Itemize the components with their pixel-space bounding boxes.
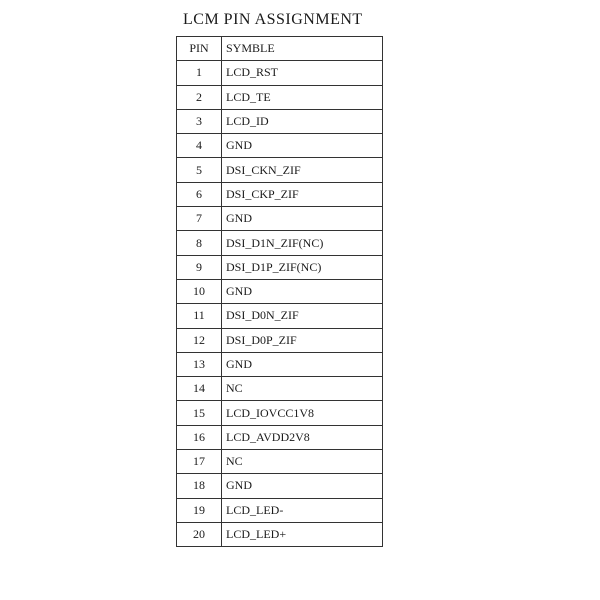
table-row: [177, 61, 383, 85]
pin-number-cell: 11: [177, 304, 222, 328]
table-row: [177, 377, 383, 401]
pin-column-header: PIN: [177, 37, 222, 61]
pin-number-cell: 13: [177, 352, 222, 376]
pin-symbol-cell: LCD_ID: [222, 109, 383, 133]
pin-symbol-cell: DSI_D0P_ZIF: [222, 328, 383, 352]
pin-number-cell: 18: [177, 474, 222, 498]
pin-number-cell: 16: [177, 425, 222, 449]
table-row: [177, 231, 383, 255]
pin-symbol-cell: GND: [222, 207, 383, 231]
pin-symbol-cell: LCD_AVDD2V8: [222, 425, 383, 449]
table-row: [177, 134, 383, 158]
pin-number-cell: 3: [177, 109, 222, 133]
table-row: [177, 328, 383, 352]
pin-number-cell: 6: [177, 182, 222, 206]
table-row: [177, 85, 383, 109]
pin-number-cell: 8: [177, 231, 222, 255]
pin-symbol-cell: DSI_CKP_ZIF: [222, 182, 383, 206]
pin-number-cell: 5: [177, 158, 222, 182]
page-title: LCM PIN ASSIGNMENT: [183, 11, 363, 28]
table-row: [177, 158, 383, 182]
pin-number-cell: 4: [177, 134, 222, 158]
pin-number-cell: 9: [177, 255, 222, 279]
table-row: [177, 474, 383, 498]
pin-number-cell: 12: [177, 328, 222, 352]
pin-number-cell: 17: [177, 450, 222, 474]
table-body: [177, 61, 383, 547]
table-row: [177, 304, 383, 328]
pin-number-cell: 15: [177, 401, 222, 425]
pin-symbol-cell: LCD_TE: [222, 85, 383, 109]
table-row: [177, 279, 383, 303]
pin-symbol-cell: DSI_D1N_ZIF(NC): [222, 231, 383, 255]
pin-symbol-cell: DSI_D1P_ZIF(NC): [222, 255, 383, 279]
symbol-column-header: SYMBLE: [222, 37, 383, 61]
pin-number-cell: 1: [177, 61, 222, 85]
table-row: [177, 182, 383, 206]
table-row: [177, 401, 383, 425]
pin-number-cell: 2: [177, 85, 222, 109]
pin-symbol-cell: LCD_RST: [222, 61, 383, 85]
pin-symbol-cell: LCD_LED-: [222, 498, 383, 522]
table-row: [177, 207, 383, 231]
table-row: [177, 109, 383, 133]
pin-number-cell: 14: [177, 377, 222, 401]
pin-symbol-cell: NC: [222, 450, 383, 474]
pin-symbol-cell: GND: [222, 134, 383, 158]
pin-symbol-cell: DSI_CKN_ZIF: [222, 158, 383, 182]
table-header-row: [177, 37, 383, 61]
table-row: [177, 425, 383, 449]
pin-number-cell: 19: [177, 498, 222, 522]
pin-assignment-table: [176, 36, 383, 547]
pin-symbol-cell: NC: [222, 377, 383, 401]
pin-symbol-cell: GND: [222, 352, 383, 376]
pin-number-cell: 7: [177, 207, 222, 231]
table-row: [177, 522, 383, 546]
table-row: [177, 450, 383, 474]
pin-number-cell: 10: [177, 279, 222, 303]
pin-symbol-cell: GND: [222, 279, 383, 303]
pin-symbol-cell: LCD_LED+: [222, 522, 383, 546]
table-row: [177, 352, 383, 376]
table-row: [177, 498, 383, 522]
pin-symbol-cell: GND: [222, 474, 383, 498]
pin-number-cell: 20: [177, 522, 222, 546]
table-row: [177, 255, 383, 279]
pin-symbol-cell: DSI_D0N_ZIF: [222, 304, 383, 328]
pin-symbol-cell: LCD_IOVCC1V8: [222, 401, 383, 425]
